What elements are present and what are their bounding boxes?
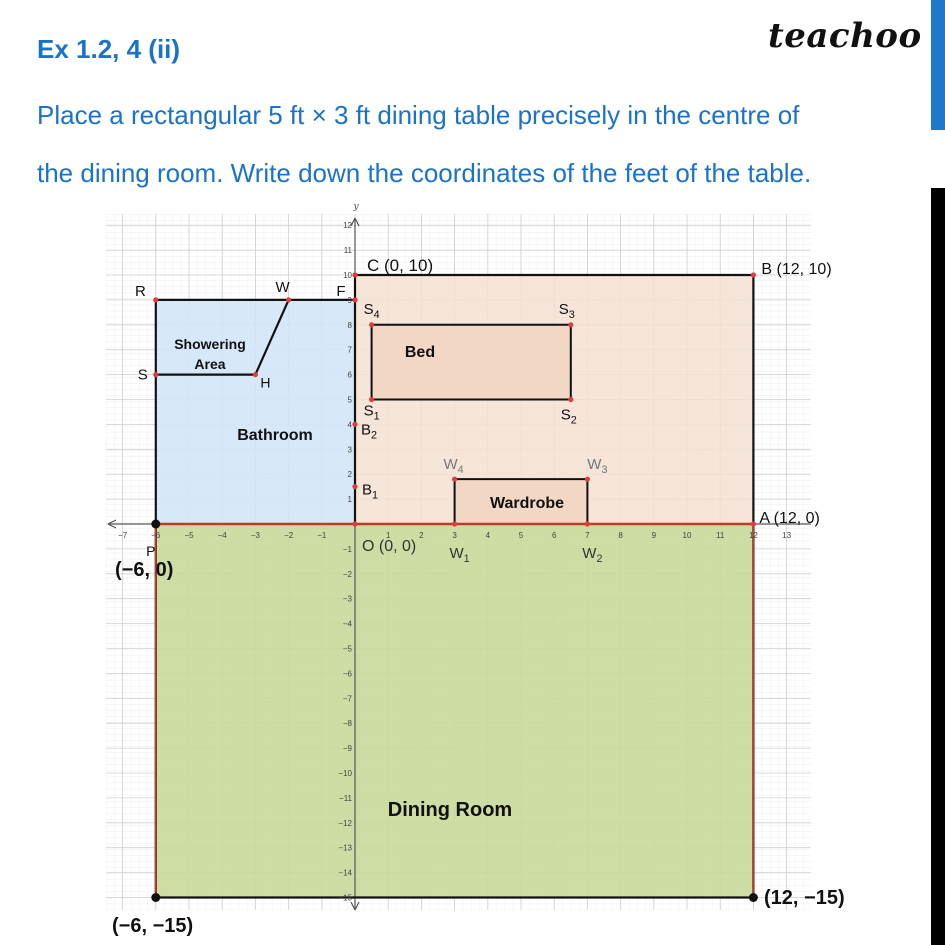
point-marker	[751, 521, 756, 526]
y-tick-label: 2	[347, 470, 352, 480]
brand-logo: teachoo	[768, 16, 922, 56]
x-tick-label: 1	[385, 531, 391, 540]
point-label: W	[275, 278, 290, 296]
point-marker	[369, 322, 374, 327]
x-tick-label: −3	[250, 531, 260, 540]
y-tick-label: 12	[343, 221, 352, 231]
bed-label: Bed	[404, 344, 436, 361]
y-tick-label: 7	[347, 345, 352, 355]
y-axis-label: y	[353, 202, 359, 212]
point-label: O (0, 0)	[362, 538, 417, 555]
point-label: P	[146, 543, 156, 559]
point-marker	[751, 272, 756, 277]
point-marker	[153, 372, 158, 377]
y-tick-label: −3	[342, 594, 352, 604]
point-label: $S_1$	[363, 402, 380, 423]
point-label: $B_1$	[362, 481, 379, 502]
y-tick-label: −4	[342, 619, 352, 629]
x-tick-label: 11	[716, 531, 725, 540]
point-marker	[585, 477, 590, 482]
point-marker	[369, 397, 374, 402]
point-label: $W_3$	[587, 456, 608, 477]
corner-dot	[749, 893, 758, 902]
point-marker	[352, 422, 357, 427]
showering-label-2: Area	[194, 356, 226, 372]
point-marker	[352, 521, 357, 526]
bathroom-label: Bathroom	[237, 427, 313, 444]
dining-room-area	[156, 524, 754, 898]
x-tick-label: 13	[782, 531, 792, 540]
x-tick-label: 3	[452, 531, 457, 540]
y-tick-label: 8	[347, 320, 352, 330]
y-tick-label: 11	[343, 246, 352, 256]
point-marker	[153, 297, 158, 302]
x-tick-label: −7	[118, 531, 128, 540]
y-tick-label: −5	[342, 644, 352, 654]
y-tick-label: −15	[338, 893, 352, 903]
point-marker	[585, 521, 590, 526]
corner-label-12-neg15: (12, −15)	[764, 887, 845, 909]
x-tick-label: −1	[317, 531, 327, 540]
y-tick-label: 9	[347, 295, 352, 305]
point-marker	[286, 297, 291, 302]
y-tick-label: 4	[347, 420, 352, 430]
point-label: S	[137, 366, 148, 384]
y-tick-label: 10	[343, 271, 352, 280]
showering-label-1: Showering	[174, 336, 246, 352]
wardrobe-label: Wardrobe	[489, 495, 565, 512]
x-tick-label: 4	[485, 531, 491, 540]
dining-room-label: Dining Room	[387, 799, 513, 821]
bathroom-area	[156, 300, 355, 524]
point-marker	[568, 397, 573, 402]
x-tick-labels	[118, 531, 792, 540]
x-tick-label: −5	[184, 531, 194, 540]
point-marker	[352, 484, 357, 489]
y-tick-label: −9	[342, 744, 352, 754]
x-tick-label: 10	[682, 531, 692, 540]
y-tick-label: −13	[338, 843, 352, 853]
x-tick-label: −4	[217, 531, 227, 540]
point-label: B (12, 10)	[761, 261, 832, 278]
y-tick-label: −1	[342, 544, 352, 554]
point-label: R	[134, 282, 146, 300]
bed-rectangle	[372, 325, 571, 400]
x-tick-label: 9	[651, 531, 657, 540]
point-label: C (0, 10)	[367, 256, 434, 275]
point-marker	[568, 322, 573, 327]
point-label: $W_1$	[449, 545, 470, 565]
point-label: $S_2$	[560, 406, 577, 427]
point-label: $W_2$	[582, 545, 603, 565]
x-tick-label: −6	[151, 531, 161, 540]
x-tick-label: 5	[518, 531, 524, 540]
y-tick-label: −10	[338, 769, 352, 778]
point-label: H	[260, 374, 271, 391]
corner-label-neg6-neg15: (−6, −15)	[112, 915, 194, 937]
point-label: A (12, 0)	[759, 510, 820, 527]
y-tick-label: −2	[342, 569, 352, 579]
point-label: $B_2$	[361, 421, 378, 442]
y-tick-label: 1	[347, 495, 352, 505]
y-tick-label: −12	[338, 818, 352, 828]
point-marker	[352, 297, 357, 302]
y-tick-label: −6	[342, 669, 352, 679]
question-line-1: Place a rectangular 5 ft × 3 ft dining table precisely in the centre of	[37, 100, 800, 130]
point-marker	[352, 272, 357, 277]
x-tick-label: 8	[618, 531, 623, 540]
point-label: $S_4$	[363, 300, 380, 321]
x-tick-label: 12	[748, 531, 758, 540]
point-label: $S_3$	[558, 300, 575, 321]
x-tick-label: 7	[585, 531, 590, 540]
y-tick-label: −14	[338, 868, 352, 878]
y-tick-label: −11	[339, 793, 352, 803]
point-marker	[452, 477, 457, 482]
corner-dot	[151, 520, 160, 529]
point-label: F	[336, 282, 346, 300]
x-tick-label: 2	[419, 531, 424, 540]
x-tick-label: −2	[284, 531, 294, 540]
y-tick-label: 5	[347, 395, 352, 405]
corner-dot	[151, 893, 160, 902]
y-tick-label: 6	[347, 370, 352, 380]
point-marker	[253, 372, 258, 377]
x-tick-label: 6	[551, 531, 557, 540]
point-marker	[452, 521, 457, 526]
corner-label-neg6-0: (−6, 0)	[115, 559, 174, 581]
y-tick-label: −8	[342, 719, 352, 729]
question-line-2: the dining room. Write down the coordinates of the feet of the table.	[37, 158, 812, 188]
exercise-heading: Ex 1.2, 4 (ii)	[37, 34, 181, 64]
point-label: $W_4$	[443, 456, 464, 477]
y-tick-label: −7	[342, 694, 352, 704]
y-tick-label: 3	[347, 445, 352, 455]
